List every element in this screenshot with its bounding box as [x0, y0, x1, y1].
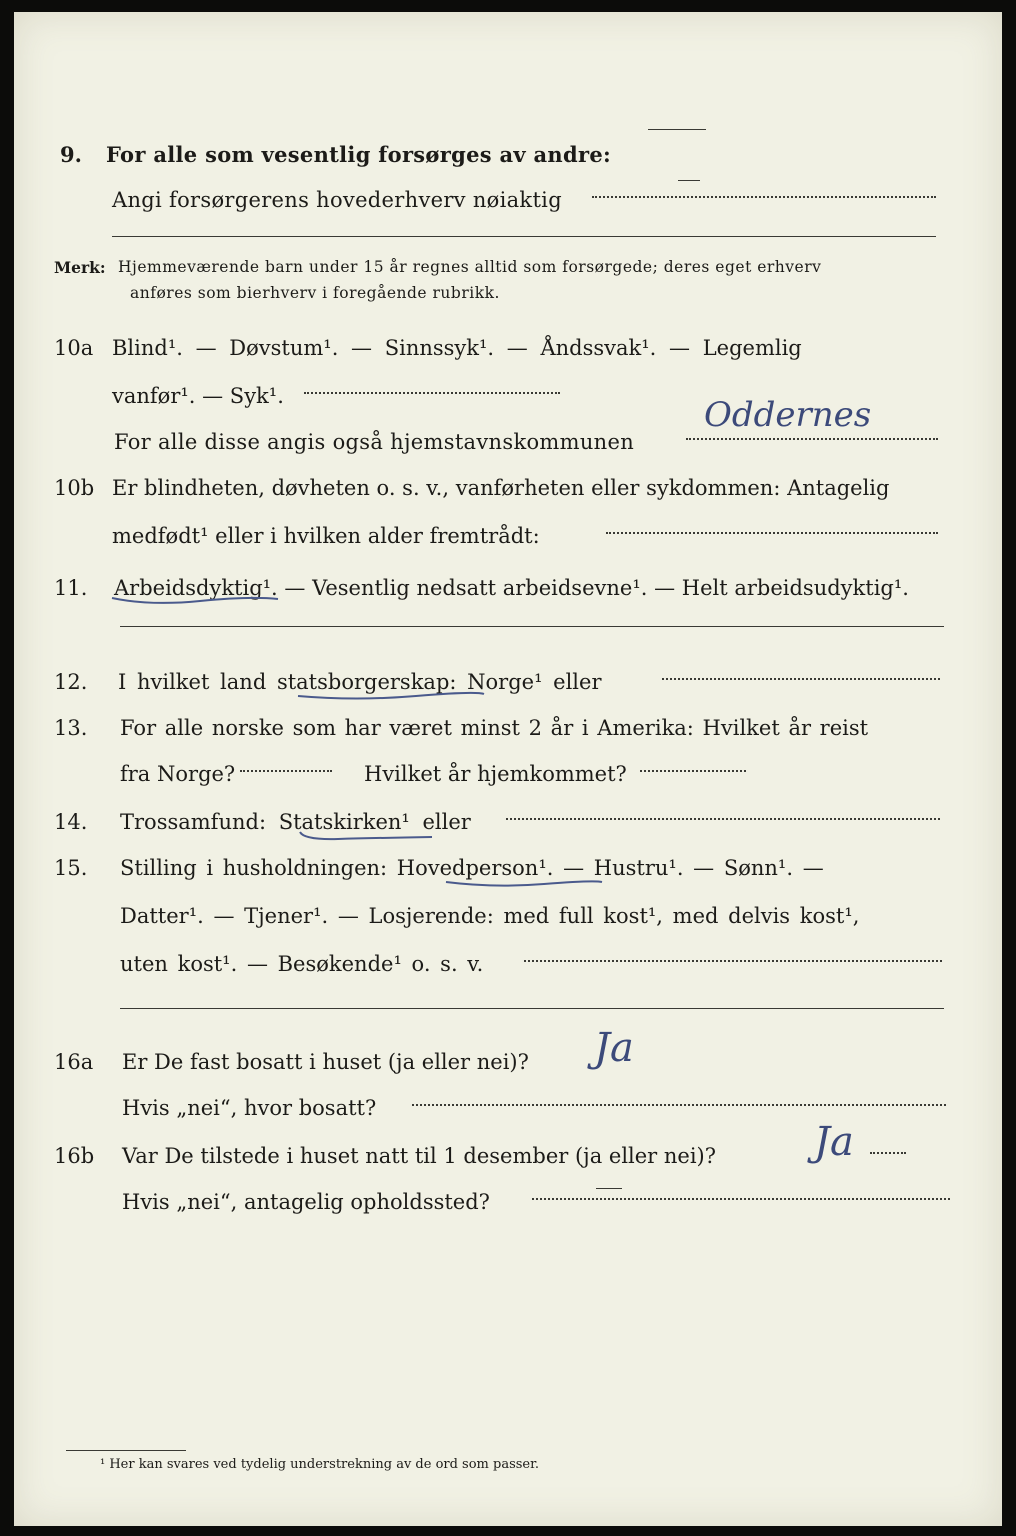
- q9-line1: For alle som vesentlig forsørges av andre:: [106, 142, 612, 167]
- q15-answer-line[interactable]: [120, 1008, 944, 1009]
- q16a-number: 16a: [54, 1050, 94, 1074]
- q9-number: 9.: [60, 142, 82, 167]
- q15-line1: Stilling i husholdningen: Hovedperson¹. — Hustru¹. — Sønn¹. —: [120, 856, 824, 880]
- q11-line1: Arbeidsdyktig¹. — Vesentlig nedsatt arbeidsevne¹. — Helt arbeidsudyktig¹.: [114, 576, 909, 600]
- q16b-line2: Hvis „nei“, antagelig opholdssted?: [122, 1190, 490, 1214]
- footnote-rule: [66, 1450, 186, 1451]
- q16a-line2: Hvis „nei“, hvor bosatt?: [122, 1096, 377, 1120]
- merk-line2: anføres som bierhverv i foregående rubrikk.: [130, 284, 500, 302]
- q11-handwritten-underline: [110, 592, 280, 606]
- q16b-field[interactable]: [870, 1152, 906, 1154]
- q10a-kommune-field[interactable]: [686, 438, 938, 440]
- q12-line1: I hvilket land statsborgerskap: Norge¹ eller: [118, 670, 602, 694]
- merk-line1: Hjemmeværende barn under 15 år regnes alltid som forsørgede; deres eget erhverv: [118, 258, 822, 276]
- q16b-handwritten-answer: Ja: [814, 1119, 854, 1165]
- footnote: ¹ Her kan svares ved tydelig understrekning av de ord som passer.: [100, 1457, 540, 1472]
- q10a-syk-field[interactable]: [304, 392, 560, 394]
- q13-reist-field[interactable]: [240, 770, 332, 772]
- merk-label: Merk:: [54, 258, 106, 277]
- census-form-page: [14, 12, 1002, 1526]
- q15-line3: uten kost¹. — Besøkende¹ o. s. v.: [120, 952, 484, 976]
- q14-field[interactable]: [506, 818, 940, 820]
- q9-answer-line2[interactable]: [112, 236, 936, 237]
- q16b-number: 16b: [54, 1144, 95, 1168]
- q10b-number: 10b: [54, 476, 95, 500]
- q10a-line3: For alle disse angis også hjemstavnskommunen: [114, 430, 635, 454]
- q10a-handwritten-answer: Oddernes: [704, 395, 872, 435]
- q13-line1: For alle norske som har været minst 2 år i Amerika: Hvilket år reist: [120, 716, 869, 740]
- q9-line2: Angi forsørgerens hovederhverv nøiaktig: [112, 188, 562, 212]
- q9-dash-mark-2: [678, 180, 700, 181]
- q10b-line1: Er blindheten, døvheten o. s. v., vanførheten eller sykdommen: Antagelig: [112, 476, 890, 500]
- q16a-field[interactable]: [412, 1104, 946, 1106]
- q15-handwritten-underline: [444, 876, 604, 890]
- q12-number: 12.: [54, 670, 88, 694]
- q10a-number: 10a: [54, 336, 94, 360]
- q13-line2a: fra Norge?: [120, 762, 236, 786]
- q11-answer-line[interactable]: [120, 626, 944, 627]
- q15-line2: Datter¹. — Tjener¹. — Losjerende: med full kost¹, med delvis kost¹,: [120, 904, 860, 928]
- q9-dash-mark: [648, 129, 706, 130]
- q16a-handwritten-answer: Ja: [594, 1025, 634, 1071]
- q16b-dash-mark: [596, 1188, 622, 1189]
- q16b-line1: Var De tilstede i huset natt til 1 desember (ja eller nei)?: [122, 1144, 717, 1168]
- q13-line2b: Hvilket år hjemkommet?: [364, 762, 627, 786]
- q10b-field[interactable]: [606, 532, 938, 534]
- q16b-opholdssted-field[interactable]: [532, 1198, 950, 1200]
- q10a-line2: vanfør¹. — Syk¹.: [112, 384, 284, 408]
- q10b-line2: medfødt¹ eller i hvilken alder fremtrådt:: [112, 524, 540, 548]
- q12-field[interactable]: [662, 678, 940, 680]
- q14-number: 14.: [54, 810, 88, 834]
- q14-line1: Trossamfund: Statskirken¹ eller: [120, 810, 471, 834]
- q16a-line1: Er De fast bosatt i huset (ja eller nei)?: [122, 1050, 529, 1074]
- q13-hjemkommet-field[interactable]: [640, 770, 746, 772]
- q15-number: 15.: [54, 856, 88, 880]
- q14-handwritten-underline: [298, 828, 434, 844]
- q12-handwritten-underline: [296, 688, 486, 702]
- q10a-line1: Blind¹. — Døvstum¹. — Sinnssyk¹. — Åndssvak¹. — Legemlig: [112, 336, 802, 360]
- q13-number: 13.: [54, 716, 88, 740]
- q11-number: 11.: [54, 576, 88, 600]
- q9-answer-field[interactable]: [592, 196, 936, 198]
- q15-field[interactable]: [524, 960, 942, 962]
